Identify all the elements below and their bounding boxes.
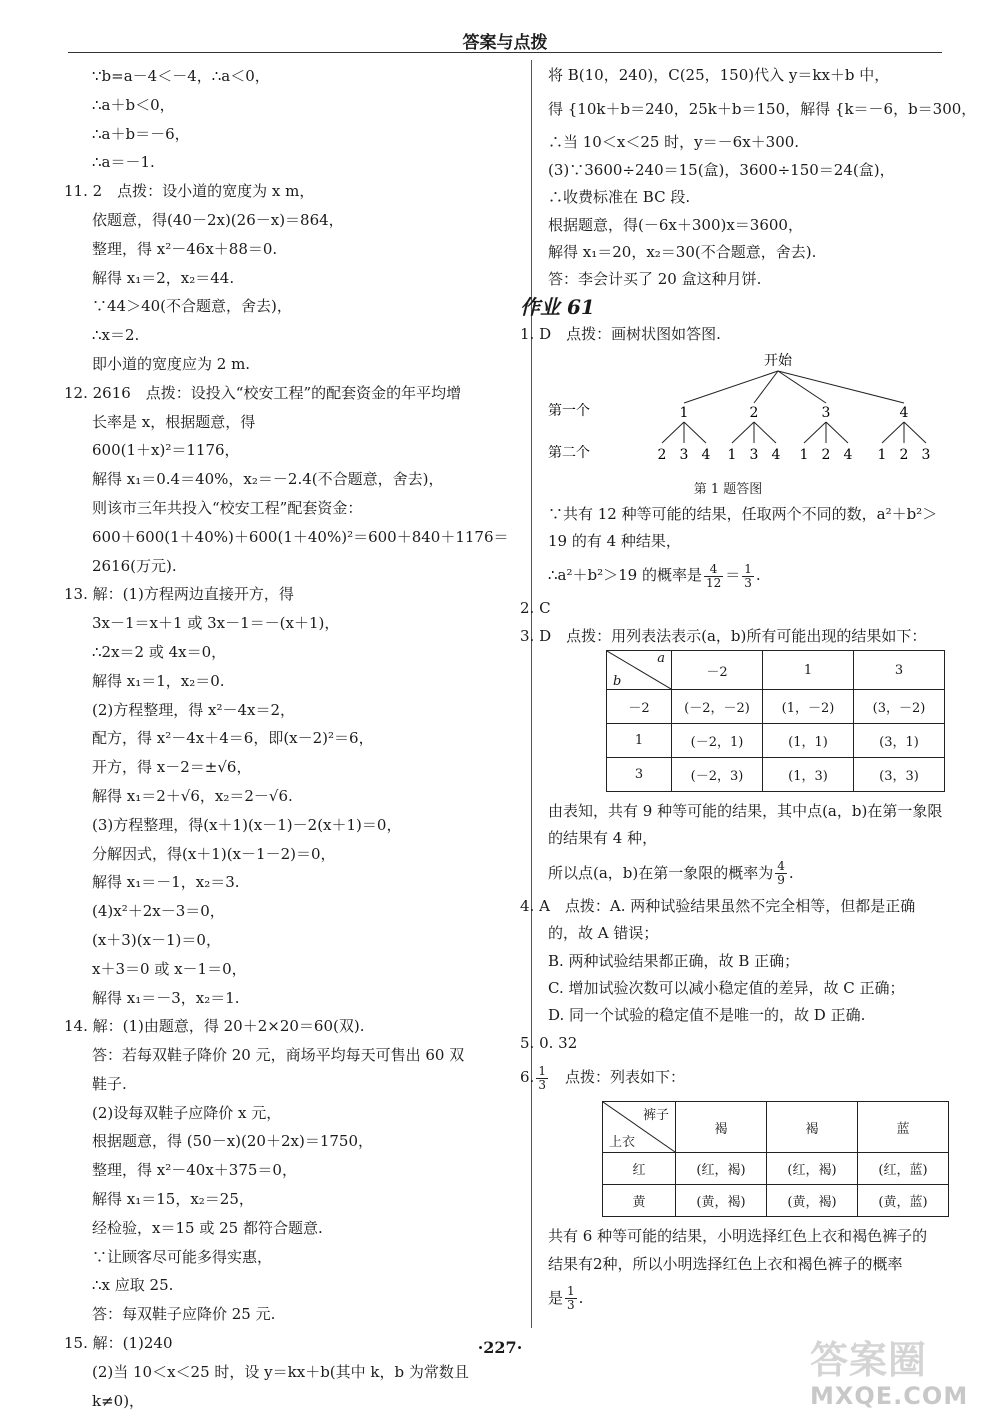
answer-line: (4)x²＋2x－3＝0，	[92, 902, 225, 921]
answer-line: 鞋子.	[92, 1074, 127, 1093]
left-column	[64, 62, 520, 1415]
table-row-head: 红	[603, 1153, 676, 1185]
answer-line: 即小道的宽度应为 2 m.	[92, 354, 251, 373]
table-row-head: －2	[607, 690, 672, 724]
col-head: 裤子	[642, 1108, 669, 1124]
table-corner	[603, 1102, 676, 1153]
table-cell: (黄，蓝)	[858, 1185, 949, 1217]
denominator: 12	[705, 575, 722, 590]
row-head: b	[613, 674, 622, 690]
table-cell: (1，1)	[763, 724, 854, 758]
tree-diagram	[548, 349, 948, 479]
table-cell: (－2，－2)	[672, 690, 763, 724]
result-table-2	[602, 1101, 949, 1217]
table-cell: (黄，褐)	[767, 1185, 858, 1217]
tree-branch	[882, 422, 904, 443]
answer-line: 2616(万元).	[92, 556, 177, 575]
table-cell: (黄，褐)	[676, 1185, 767, 1217]
answer-line: 共有 6 种等可能的结果，小明选择红色上衣和褐色裤子的	[548, 1227, 928, 1246]
numerator: 4	[704, 563, 723, 577]
answer-line: 解得 x₁＝0.4＝40%，x₂＝－2.4(不合题意，舍去)，	[92, 470, 444, 489]
answer-line: 5. 0. 32	[520, 1033, 578, 1052]
table-cell: (－2，1)	[672, 724, 763, 758]
tree-branch	[826, 422, 848, 443]
tree-node-second: 2	[899, 446, 909, 463]
tree-node-second: 4	[771, 446, 781, 463]
tree-node-second: 1	[727, 446, 737, 463]
answer-line: 结果有2种，所以小明选择红色上衣和褐色裤子的概率	[548, 1254, 903, 1273]
answer-line: 3. D 点拨：用列表法表示(a，b)所有可能出现的结果如下：	[520, 626, 927, 645]
answer-line: (3)∵3600÷240＝15(盒)，3600÷150＝24(盒)，	[548, 160, 895, 179]
answer-line	[548, 555, 988, 595]
table-header-cell: 3	[854, 651, 945, 690]
tree-svg	[548, 349, 948, 479]
tree-node-first: 1	[679, 404, 689, 421]
text: 点拨：列表如下：	[549, 1068, 685, 1087]
tree-branch	[754, 371, 778, 403]
tree-branch	[754, 422, 776, 443]
table-cell: (红，蓝)	[858, 1153, 949, 1185]
numerator: 1	[567, 1284, 575, 1299]
answer-line: ∴a＋b＝－6，	[92, 124, 190, 143]
text: 所以点(a，b)在第一象限的概率为	[548, 863, 774, 882]
denominator: 3	[744, 575, 752, 590]
answer-line: 1. D 点拨：画树状图如答图.	[520, 325, 721, 344]
answer-line: (2)当 10＜x＜25 时，设 y＝kx＋b(其中 k，b 为常数且	[92, 1362, 469, 1381]
answer-line: 600＋600(1＋40%)＋600(1＋40%)²＝600＋840＋1176＝	[92, 527, 509, 546]
row-head: 上衣	[609, 1135, 636, 1151]
table-header-cell: 蓝	[858, 1102, 949, 1153]
tree-branch	[804, 422, 826, 443]
tree-node-second: 3	[679, 446, 689, 463]
table-corner	[607, 651, 672, 690]
tree-branch	[778, 371, 826, 403]
answer-line: ∵共有 12 种等可能的结果，任取两个不同的数，a²＋b²＞	[548, 504, 938, 523]
table-cell: (3，3)	[854, 758, 945, 792]
right-column	[520, 62, 988, 1318]
table-cell: (3，－2)	[854, 690, 945, 724]
tree-node-first: 3	[821, 404, 831, 421]
answer-line: 依题意，得(40－2x)(26－x)＝864，	[92, 210, 344, 229]
answer-line: 答：李会计买了 20 盒这种月饼.	[548, 270, 762, 289]
answer-line: B. 两种试验结果都正确，故 B 正确；	[548, 951, 800, 970]
answer-line: 答：若每双鞋子降价 20 元，商场平均每天可售出 60 双	[92, 1046, 465, 1065]
answer-line: 4. A 点拨：A. 两种试验结果虽然不完全相等，但都是正确	[520, 896, 916, 915]
answer-line: (2)方程整理，得 x²－4x＝2，	[92, 700, 296, 719]
answer-line: ∵b=a－4＜－4，∴a＜0，	[92, 67, 270, 85]
table-cell: (3，1)	[854, 724, 945, 758]
watermark-site: MXQE.COM	[810, 1382, 969, 1410]
fraction	[565, 1285, 577, 1312]
tree-node-second: 2	[657, 446, 667, 463]
tree-branch	[684, 422, 706, 443]
watermark	[810, 1338, 968, 1410]
answer-line: 整理，得 x²－40x＋375＝0，	[92, 1161, 297, 1180]
answer-line	[520, 1057, 960, 1097]
answer-line: C. 增加试验次数可以减小稳定值的差异，故 C 正确；	[548, 979, 905, 998]
answer-line: 解得 x₁＝－3，x₂＝1.	[92, 988, 240, 1007]
answer-line: 解得 x₁＝20，x₂＝30(不合题意，舍去).	[548, 242, 817, 261]
text: .	[755, 566, 761, 585]
answer-line: 的，故 A 错误；	[548, 924, 659, 943]
answer-line: 根据题意，得 (50－x)(20＋2x)＝1750，	[92, 1132, 373, 1151]
tree-branch	[904, 422, 926, 443]
answer-line	[548, 1278, 988, 1318]
answer-line: D. 同一个试验的稳定值不是唯一的，故 D 正确.	[548, 1006, 866, 1025]
text: .	[578, 1288, 584, 1307]
answer-line: 15. 解：(1)240	[64, 1334, 173, 1353]
table-row-head: 3	[607, 758, 672, 792]
watermark-logo: 答案圈	[810, 1338, 928, 1382]
table-row-head: 1	[607, 724, 672, 758]
table-row-head: 黄	[603, 1185, 676, 1217]
section-title: 作业 61	[520, 294, 595, 319]
tree-branch	[684, 371, 778, 403]
answer-line: 解得 x₁＝2，x₂＝44.	[92, 268, 235, 287]
answer-line: 经检验，x＝15 或 25 都符合题意.	[92, 1218, 323, 1237]
answer-line: 14. 解：(1)由题意，得 20＋2×20＝60(双).	[64, 1017, 365, 1036]
header-rule	[68, 52, 942, 53]
tree-branch	[732, 422, 754, 443]
figure-caption: 第 1 题答图	[693, 481, 763, 497]
answer-line: ∴当 10＜x＜25 时，y＝－6x＋300.	[548, 133, 800, 152]
numerator: 4	[777, 859, 785, 874]
page-header: 答案与点拨	[462, 33, 548, 53]
system-eq: 得 {10k＋b＝240，25k＋b＝150，解得 {k＝－6，b＝300，	[548, 100, 977, 119]
answer-line: 解得 x₁＝2＋√6，x₂＝2－√6.	[92, 786, 293, 805]
answer-line: ∴x 应取 25.	[92, 1276, 174, 1295]
answer-line: ∴x＝2.	[92, 326, 140, 345]
table-cell: (－2，3)	[672, 758, 763, 792]
tree-branch	[662, 422, 684, 443]
answer-line: 将 B(10，240)，C(25，150)代入 y＝kx＋b 中，	[548, 66, 890, 84]
table-header-cell: 褐	[676, 1102, 767, 1153]
denominator: 3	[538, 1077, 546, 1092]
col-head: a	[657, 651, 665, 667]
answer-line: 12. 2616 点拨：设投入“校安工程”的配套资金的年平均增	[64, 383, 462, 402]
tree-node-second: 3	[749, 446, 759, 463]
answer-line: ∴a＋b＜0，	[92, 95, 175, 114]
tree-row1-label: 第一个	[548, 402, 590, 419]
tree-node-second: 1	[799, 446, 809, 463]
answer-line: 600(1＋x)²＝1176，	[92, 441, 240, 460]
answer-line: ∵让顾客尽可能多得实惠，	[92, 1247, 273, 1266]
answer-line: ∴2x＝2 或 4x＝0，	[92, 642, 227, 661]
column-divider	[531, 60, 532, 1328]
numerator: 1	[744, 561, 752, 576]
fraction	[704, 563, 723, 590]
tree-node-second: 3	[921, 446, 931, 463]
answer-line: 19 的有 4 种结果，	[548, 531, 681, 550]
tree-start: 开始	[764, 352, 792, 369]
tree-lines	[662, 371, 926, 443]
table-cell: (红，褐)	[767, 1153, 858, 1185]
page-number: ·227·	[477, 1338, 523, 1357]
tree-node-first: 2	[749, 404, 759, 421]
answer-line: 解得 x₁＝1，x₂＝0.	[92, 671, 225, 690]
answer-line: 解得 x₁＝15，x₂＝25，	[92, 1190, 254, 1209]
answer-line: 分解因式，得(x＋1)(x－1－2)＝0，	[92, 844, 336, 863]
text: 6.	[520, 1068, 535, 1087]
answer-line: 11. 2 点拨：设小道的宽度为 x m，	[64, 182, 315, 201]
answer-line: 开方，得 x－2＝±√6，	[92, 758, 252, 777]
answer-line: 答：每双鞋子应降价 25 元.	[92, 1305, 276, 1324]
answer-line	[548, 853, 988, 893]
answer-line: ∴收费标准在 BC 段.	[548, 188, 691, 207]
answer-line: (2)设每双鞋子应降价 x 元，	[92, 1103, 282, 1122]
answer-line: ∴a＝－1.	[92, 153, 155, 172]
answer-line: 则该市三年共投入“校安工程”配套资金：	[92, 498, 363, 517]
system-equation-line	[548, 89, 988, 129]
fraction	[536, 1065, 548, 1092]
table-header-cell: 1	[763, 651, 854, 690]
table-header-cell: －2	[672, 651, 763, 690]
answer-line: x＋3＝0 或 x－1＝0，	[92, 959, 247, 978]
tree-node-second: 1	[877, 446, 887, 463]
numerator: 1	[538, 1063, 546, 1078]
answer-line: 整理，得 x²－46x＋88＝0.	[92, 239, 278, 258]
table-cell: (1，3)	[763, 758, 854, 792]
tree-row2-label: 第二个	[548, 444, 590, 461]
tree-node-second: 4	[701, 446, 711, 463]
tree-node-first: 4	[899, 404, 909, 421]
tree-node-second: 4	[843, 446, 853, 463]
answer-line: 3x－1＝x＋1 或 3x－1＝－(x＋1)，	[92, 614, 340, 633]
table-header-cell: 褐	[767, 1102, 858, 1153]
tree-branch	[778, 371, 904, 403]
result-table-1	[606, 650, 945, 792]
answer-line: 的结果有 4 种，	[548, 829, 658, 848]
text: ∴a²＋b²＞19 的概率是	[548, 566, 702, 585]
table-cell: (红，褐)	[676, 1153, 767, 1185]
answer-line: 13. 解：(1)方程两边直接开方，得	[64, 585, 294, 604]
denominator: 3	[567, 1298, 575, 1313]
answer-line: 解得 x₁＝－1，x₂＝3.	[92, 873, 240, 892]
answer-line: 配方，得 x²－4x＋4＝6，即(x－2)²＝6，	[92, 729, 374, 748]
text: .	[788, 863, 794, 882]
table-cell: (1，－2)	[763, 690, 854, 724]
tree-node-second: 2	[821, 446, 831, 463]
answer-line: (x＋3)(x－1)＝0，	[92, 930, 221, 949]
answer-line: 长率是 x，根据题意，得	[92, 412, 256, 431]
tree-labels	[658, 405, 931, 463]
fraction	[742, 563, 754, 590]
answer-line: 2. C	[520, 599, 551, 618]
answer-line: ∵44＞40(不合题意，舍去)，	[92, 297, 292, 316]
fraction	[775, 860, 787, 887]
answer-line: 由表知，共有 9 种等可能的结果，其中点(a，b)在第一象限	[548, 802, 943, 821]
answer-line: k≠0)，	[92, 1391, 145, 1410]
text: ＝	[725, 566, 741, 585]
text: 是	[548, 1288, 564, 1307]
denominator: 9	[777, 873, 785, 888]
answer-line: (3)方程整理，得(x＋1)(x－1)－2(x＋1)＝0，	[92, 815, 402, 834]
answer-line: 根据题意，得(－6x＋300)x＝3600，	[548, 215, 803, 234]
